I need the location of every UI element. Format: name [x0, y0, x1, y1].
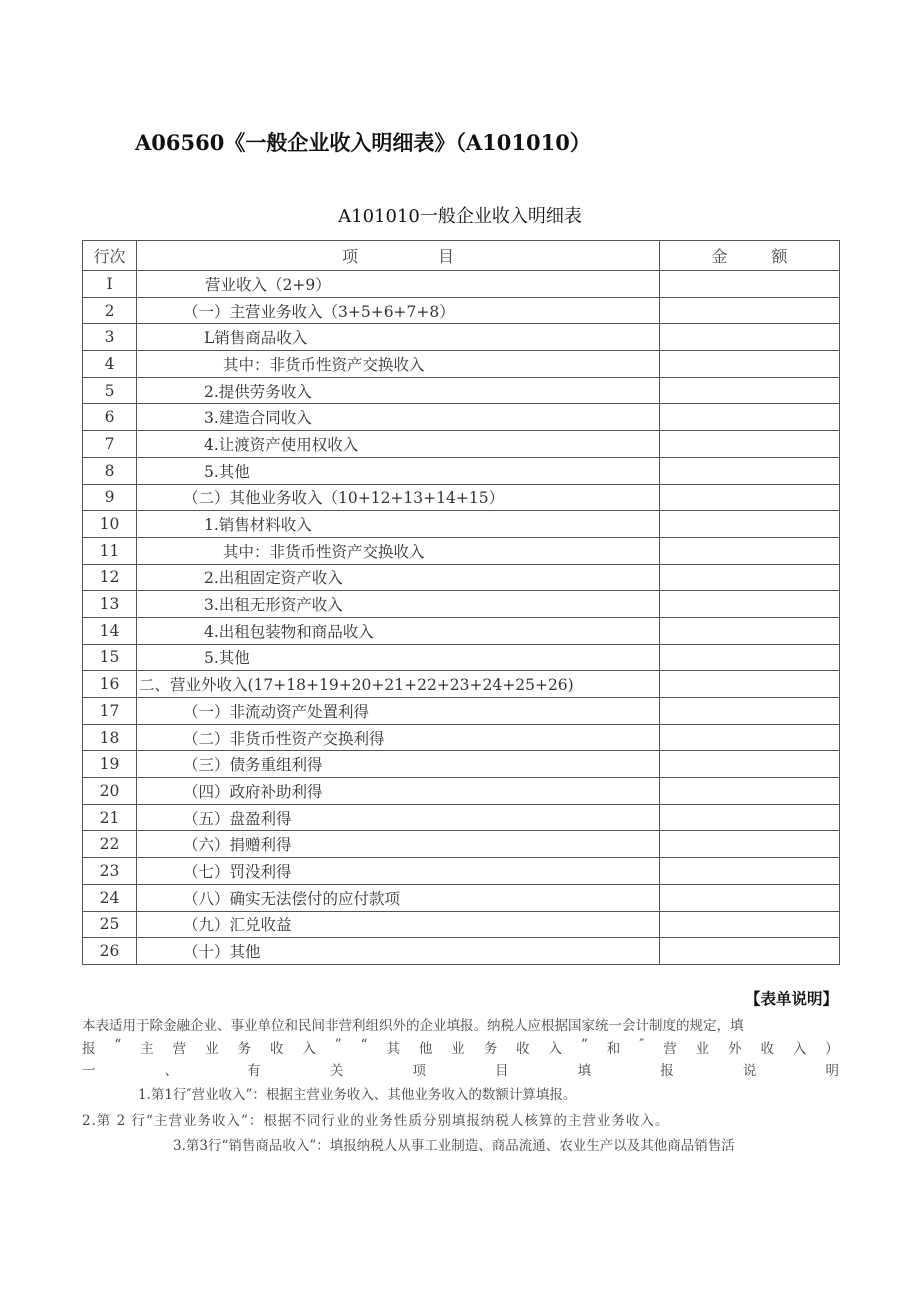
row-item-label: 3.建造合同收入 — [137, 404, 660, 431]
row-amount-cell[interactable] — [660, 324, 840, 351]
row-number: 5 — [83, 377, 137, 404]
notes-item-1: 1.第1行″营业收入”：根据主营业务收入、其他业务收入的数额计算填报。 — [138, 1087, 577, 1103]
table-row — [83, 831, 840, 858]
row-number: 11 — [83, 537, 137, 564]
row-item-label: 其中：非货币性资产交换收入 — [137, 351, 660, 378]
row-amount-cell[interactable] — [660, 751, 840, 778]
notes-paragraph-2-char: 收 — [269, 1041, 284, 1057]
row-item-label: （二）其他业务收入（10+12+13+14+15） — [137, 484, 660, 511]
notes-paragraph-2-char: 入 — [548, 1041, 563, 1057]
header-amount-part-b: 额 — [771, 247, 788, 266]
notes-paragraph-2-char: 收 — [516, 1041, 530, 1057]
row-item-label: 2.提供劳务收入 — [137, 377, 660, 404]
row-amount-cell[interactable] — [660, 351, 840, 378]
notes-paragraph-2 — [82, 1037, 839, 1057]
notes-paragraph-3-char: 项 — [412, 1063, 426, 1079]
row-amount-cell[interactable] — [660, 884, 840, 911]
notes-paragraph-2-char: ″ — [639, 1037, 645, 1053]
notes-paragraph-3-char: 目 — [495, 1063, 509, 1079]
notes-heading: 【表单说明】 — [744, 989, 838, 1008]
table-title: A101010一般企业收入明细表 — [338, 206, 582, 227]
row-number: 20 — [83, 778, 137, 805]
row-item-label: 5.其他 — [137, 457, 660, 484]
table-row — [83, 511, 840, 538]
table-row — [83, 591, 840, 618]
table-row — [83, 938, 840, 965]
notes-paragraph-3-char: 有 — [247, 1063, 261, 1079]
row-amount-cell[interactable] — [660, 271, 840, 298]
notes-paragraph-3-char: 明 — [825, 1063, 839, 1079]
notes-paragraph-2-char: 务 — [237, 1041, 252, 1057]
notes-paragraph-2-char: ） — [825, 1041, 839, 1057]
notes-paragraph-3-char: 关 — [329, 1063, 344, 1079]
row-item-label: （四）政府补助利得 — [137, 778, 660, 805]
table-row — [83, 484, 840, 511]
table-row — [83, 751, 840, 778]
row-item-label: 其中：非货币性资产交换收入 — [137, 537, 660, 564]
row-number: 10 — [83, 511, 137, 538]
row-amount-cell[interactable] — [660, 617, 840, 644]
notes-paragraph-2-char: 入 — [302, 1041, 316, 1057]
row-amount-cell[interactable] — [660, 564, 840, 591]
row-amount-cell[interactable] — [660, 537, 840, 564]
table-row — [83, 324, 840, 351]
table-row — [83, 431, 840, 458]
notes-paragraph-2-char: 其 — [386, 1041, 400, 1057]
table-row — [83, 351, 840, 378]
row-item-label: 4.出租包装物和商品收入 — [137, 617, 660, 644]
row-number: 19 — [83, 751, 137, 778]
row-number: 15 — [83, 644, 137, 671]
notes-paragraph-2-char: ” — [334, 1037, 342, 1053]
notes-paragraph-2-char: 报 — [82, 1041, 96, 1057]
table-row — [83, 778, 840, 805]
row-number: 24 — [83, 884, 137, 911]
table-row — [83, 617, 840, 644]
row-item-label: 2.出租固定资产收入 — [137, 564, 660, 591]
row-number: 2 — [83, 297, 137, 324]
row-number: 9 — [83, 484, 137, 511]
table-row — [83, 377, 840, 404]
table-header-row — [83, 241, 840, 271]
row-item-label: （三）债务重组利得 — [137, 751, 660, 778]
row-item-label: （一）主营业务收入（3+5+6+7+8） — [137, 297, 660, 324]
notes-paragraph-2-char: 收 — [760, 1041, 774, 1057]
table-body — [83, 271, 840, 965]
row-number: 23 — [83, 858, 137, 885]
row-number: 18 — [83, 724, 137, 751]
row-amount-cell[interactable] — [660, 831, 840, 858]
notes-paragraph-2-char: 和 — [606, 1041, 621, 1057]
row-item-label: （一）非流动资产处置利得 — [137, 698, 660, 725]
table-row — [83, 457, 840, 484]
notes-paragraph-2-char: “ — [114, 1037, 122, 1053]
notes-paragraph-2-char: 务 — [483, 1041, 498, 1057]
header-item-part-a: 项 — [341, 247, 358, 266]
table-row — [83, 698, 840, 725]
table-row — [83, 724, 840, 751]
row-number: 3 — [83, 324, 137, 351]
row-item-label: 二、营业外收入(17+18+19+20+21+22+23+24+25+26) — [137, 671, 660, 698]
income-detail-table — [82, 240, 840, 965]
row-number: 14 — [83, 617, 137, 644]
notes-paragraph-2-char: 他 — [418, 1041, 433, 1057]
notes-paragraph-2-char: 营 — [663, 1041, 677, 1057]
row-number: 4 — [83, 351, 137, 378]
row-number: 8 — [83, 457, 137, 484]
row-number: 13 — [83, 591, 137, 618]
notes-paragraph-3 — [82, 1059, 839, 1079]
row-item-label: （九）汇兑收益 — [137, 911, 660, 938]
row-number: 7 — [83, 431, 137, 458]
row-amount-cell[interactable] — [660, 858, 840, 885]
row-number: 12 — [83, 564, 137, 591]
row-number: 6 — [83, 404, 137, 431]
notes-paragraph-2-char: 业 — [451, 1041, 465, 1057]
row-item-label: L销售商品收入 — [137, 324, 660, 351]
table-row — [83, 537, 840, 564]
row-item-label: （二）非货币性资产交换利得 — [137, 724, 660, 751]
table-row — [83, 564, 840, 591]
row-amount-cell[interactable] — [660, 377, 840, 404]
table-row — [83, 884, 840, 911]
row-number: 26 — [83, 938, 137, 965]
row-item-label: （六）捐赠利得 — [137, 831, 660, 858]
notes-paragraph-2-char: 入 — [792, 1041, 807, 1057]
notes-paragraph-2-char: “ — [360, 1037, 368, 1053]
row-item-label: （五）盘盈利得 — [137, 804, 660, 831]
notes-paragraph-2-char: 业 — [695, 1041, 710, 1057]
row-amount-cell[interactable] — [660, 644, 840, 671]
notes-paragraph-3-char: 报 — [660, 1063, 674, 1079]
row-number: 17 — [83, 698, 137, 725]
row-amount-cell[interactable] — [660, 724, 840, 751]
row-amount-cell[interactable] — [660, 457, 840, 484]
row-amount-cell[interactable] — [660, 911, 840, 938]
row-number: 21 — [83, 804, 137, 831]
table-row — [83, 644, 840, 671]
row-item-label: （七）罚没利得 — [137, 858, 660, 885]
row-amount-cell[interactable] — [660, 404, 840, 431]
row-number: 22 — [83, 831, 137, 858]
table-row — [83, 297, 840, 324]
notes-paragraph-2-char: 营 — [172, 1041, 187, 1057]
notes-item-2: 2.第 2 行“主营业务收入”：根据不同行业的业务性质分别填报纳税人核算的主营业务收入。 — [82, 1113, 670, 1129]
row-amount-cell[interactable] — [660, 297, 840, 324]
document-title: A06560《一般企业收入明细表》（A101010） — [135, 130, 591, 155]
row-amount-cell[interactable] — [660, 484, 840, 511]
notes-paragraph-3-char: 一 — [82, 1063, 96, 1079]
table-row — [83, 804, 840, 831]
row-amount-cell[interactable] — [660, 938, 840, 965]
header-item — [137, 241, 660, 271]
row-item-label: 营业收入（2+9） — [137, 271, 660, 298]
row-amount-cell[interactable] — [660, 591, 840, 618]
row-item-label: （八）确实无法偿付的应付款项 — [137, 884, 660, 911]
row-number: 16 — [83, 671, 137, 698]
row-item-label: 4.让渡资产使用权收入 — [137, 431, 660, 458]
row-amount-cell[interactable] — [660, 431, 840, 458]
row-amount-cell[interactable] — [660, 778, 840, 805]
header-amount-part-a: 金 — [711, 247, 728, 266]
row-number: I — [83, 271, 137, 298]
row-item-label: 5.其他 — [137, 644, 660, 671]
header-amount — [660, 241, 840, 271]
table-row — [83, 858, 840, 885]
notes-paragraph-2-char: 外 — [728, 1041, 742, 1057]
row-amount-cell[interactable] — [660, 671, 840, 698]
row-item-label: 3.出租无形资产收入 — [137, 591, 660, 618]
row-number: 25 — [83, 911, 137, 938]
notes-paragraph-3-char: 说 — [742, 1063, 757, 1079]
table-row — [83, 671, 840, 698]
notes-item-3: 3.第3行“销售商品收入”：填报纳税人从事工业制造、商品流通、农业生产以及其他商品销售活 — [173, 1138, 735, 1154]
notes-paragraph-2-char: 主 — [140, 1041, 154, 1057]
row-item-label: （十）其他 — [137, 938, 660, 965]
table-row — [83, 404, 840, 431]
notes-paragraph-2-char: ” — [580, 1037, 588, 1053]
notes-paragraph-3-char: 填 — [577, 1063, 592, 1079]
notes-paragraph-3-char: 、 — [164, 1063, 179, 1079]
row-amount-cell[interactable] — [660, 511, 840, 538]
row-item-label: 1.销售材料收入 — [137, 511, 660, 538]
notes-paragraph-1: 本表适用于除金融企业、事业单位和民间非营利组织外的企业填报。纳税人应根据国家统一会计制度的规定，填 — [82, 1018, 744, 1034]
row-amount-cell[interactable] — [660, 804, 840, 831]
table-row — [83, 911, 840, 938]
notes-paragraph-2-char: 业 — [205, 1041, 219, 1057]
header-row-number: 行次 — [83, 241, 137, 271]
table-row — [83, 271, 840, 298]
header-item-part-b: 目 — [438, 247, 455, 266]
row-amount-cell[interactable] — [660, 698, 840, 725]
